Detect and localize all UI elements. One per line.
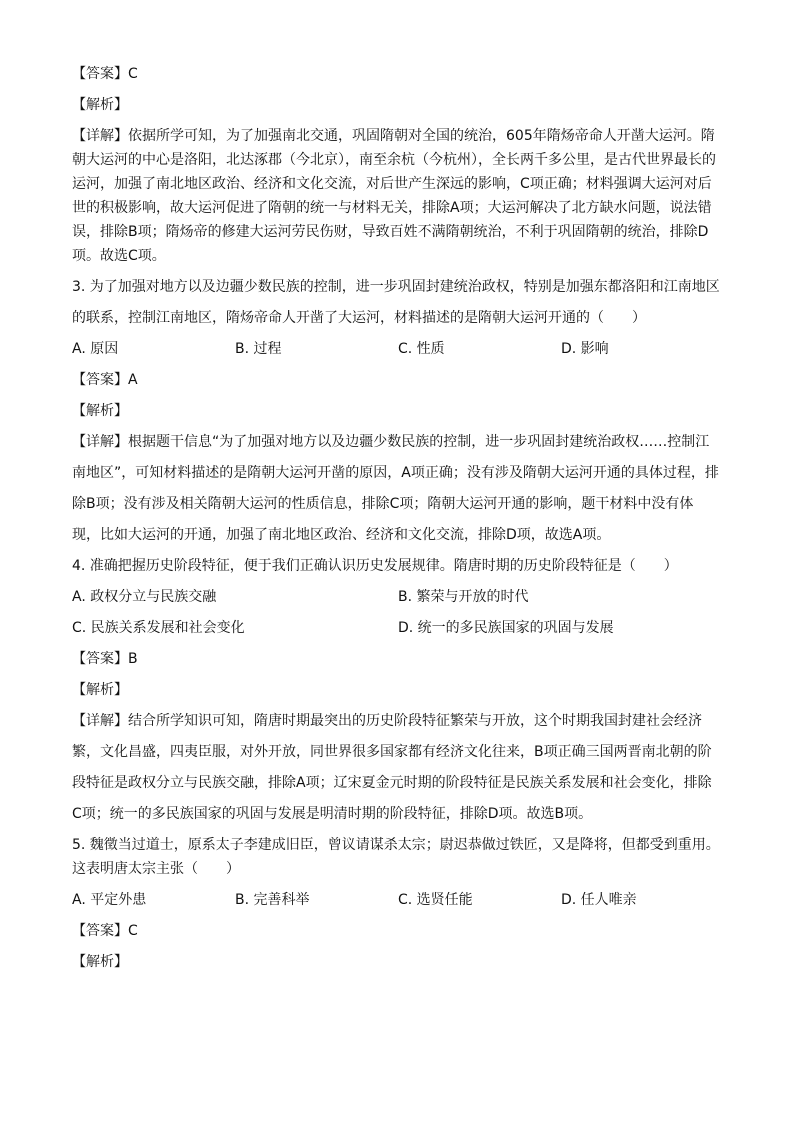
option-c: C. 性质: [398, 341, 445, 357]
answer-label: 【答案】B: [72, 651, 138, 667]
question-options: [72, 616, 724, 640]
answer-label: 【答案】A: [72, 372, 138, 388]
detail-line: 世的积极影响，故大运河促进了隋朝的统一与材料无关，排除A项；大运河解决了北方缺水问题，说法错: [72, 200, 712, 216]
analysis-label: 【解析】: [72, 97, 128, 113]
option-c: C. 民族关系发展和社会变化: [72, 620, 245, 636]
detail-line: 现，比如大运河的开通，加强了南北地区政治、经济和文化交流，排除D项，故选A项。: [72, 527, 611, 543]
option-d: D. 影响: [561, 341, 609, 357]
detail-line: 【详解】依据所学可知，为了加强南北交通，巩固隋朝对全国的统治，605年隋炀帝命人开凿大运河。隋: [72, 128, 715, 144]
question-stem-line: 这表明唐太宗主张（ ）: [72, 861, 240, 877]
detail-line: 误，排除B项；隋炀帝的修建大运河劳民伤财，导致百姓不满隋朝统治，不利于巩固隋朝的统治，排除D: [72, 224, 709, 240]
detail-paragraph: [72, 124, 724, 268]
detail-paragraph: [72, 709, 724, 826]
detail-line: 繁，文化昌盛，四夷臣服，对外开放，同世界很多国家都有经济文化往来，B项正确三国两晋南北朝的阶: [72, 744, 712, 760]
question-options: [72, 337, 724, 361]
option-a: A. 平定外患: [72, 892, 147, 908]
option-c: C. 选贤任能: [398, 892, 473, 908]
analysis-label: 【解析】: [72, 682, 128, 698]
analysis-label: 【解析】: [72, 954, 128, 970]
answer-label: 【答案】C: [72, 66, 138, 82]
option-b: B. 繁荣与开放的时代: [398, 589, 529, 605]
detail-line: 南地区”，可知材料描述的是隋朝大运河开凿的原因，A项正确；没有涉及隋朝大运河开通的具体过程，排: [72, 465, 719, 481]
detail-line: 【详解】根据题干信息“为了加强对地方以及边疆少数民族的控制，进一步巩固封建统治政权……控制江: [72, 434, 710, 450]
question-stem: [72, 275, 724, 330]
detail-paragraph: [72, 430, 724, 547]
question-stem-line: 5. 魏徵当过道士，原系太子李建成旧臣，曾议请谋杀太宗；尉迟恭做过铁匠，又是降将，但都受到重用。: [72, 837, 720, 853]
detail-line: 除B项；没有涉及相关隋朝大运河的性质信息，排除C项；隋朝大运河开通的影响，题干材料中没有体: [72, 496, 694, 512]
answer-label: 【答案】C: [72, 923, 138, 939]
document-page: [72, 62, 724, 974]
question-options: [72, 585, 724, 609]
detail-line: C项；统一的多民族国家的巩固与发展是明清时期的阶段特征，排除D项。故选B项。: [72, 806, 593, 822]
option-a: A. 原因: [72, 341, 119, 357]
detail-line: 运河，加强了南北地区政治、经济和文化交流，对后世产生深远的影响，C项正确；材料强调大运河对后: [72, 176, 712, 192]
question-options: [72, 888, 724, 912]
question-stem: [72, 833, 724, 881]
question-stem-line: 3. 为了加强对地方以及边疆少数民族的控制，进一步巩固封建统治政权，特别是加强东都洛阳和江南地区: [72, 279, 720, 295]
detail-line: 段特征是政权分立与民族交融，排除A项；辽宋夏金元时期的阶段特征是民族关系发展和社会变化，排除: [72, 775, 712, 791]
option-d: D. 任人唯亲: [561, 892, 637, 908]
detail-line: 【详解】结合所学知识可知，隋唐时期最突出的历史阶段特征繁荣与开放，这个时期我国封建社会经济: [72, 713, 702, 729]
question-stem-line: 的联系，控制江南地区，隋炀帝命人开凿了大运河，材料描述的是隋朝大运河开通的（ ）: [72, 310, 646, 326]
analysis-label: 【解析】: [72, 403, 128, 419]
option-b: B. 过程: [235, 341, 282, 357]
option-b: B. 完善科举: [235, 892, 310, 908]
question-stem-line: 4. 准确把握历史阶段特征，便于我们正确认识历史发展规律。隋唐时期的历史阶段特征是（ ）: [72, 558, 678, 574]
option-a: A. 政权分立与民族交融: [72, 589, 217, 605]
option-d: D. 统一的多民族国家的巩固与发展: [398, 620, 614, 636]
detail-line: 朝大运河的中心是洛阳，北达涿郡（今北京），南至余杭（今杭州），全长两千多公里，是古代世界最长的: [72, 152, 716, 168]
detail-line: 项。故选C项。: [72, 248, 166, 264]
